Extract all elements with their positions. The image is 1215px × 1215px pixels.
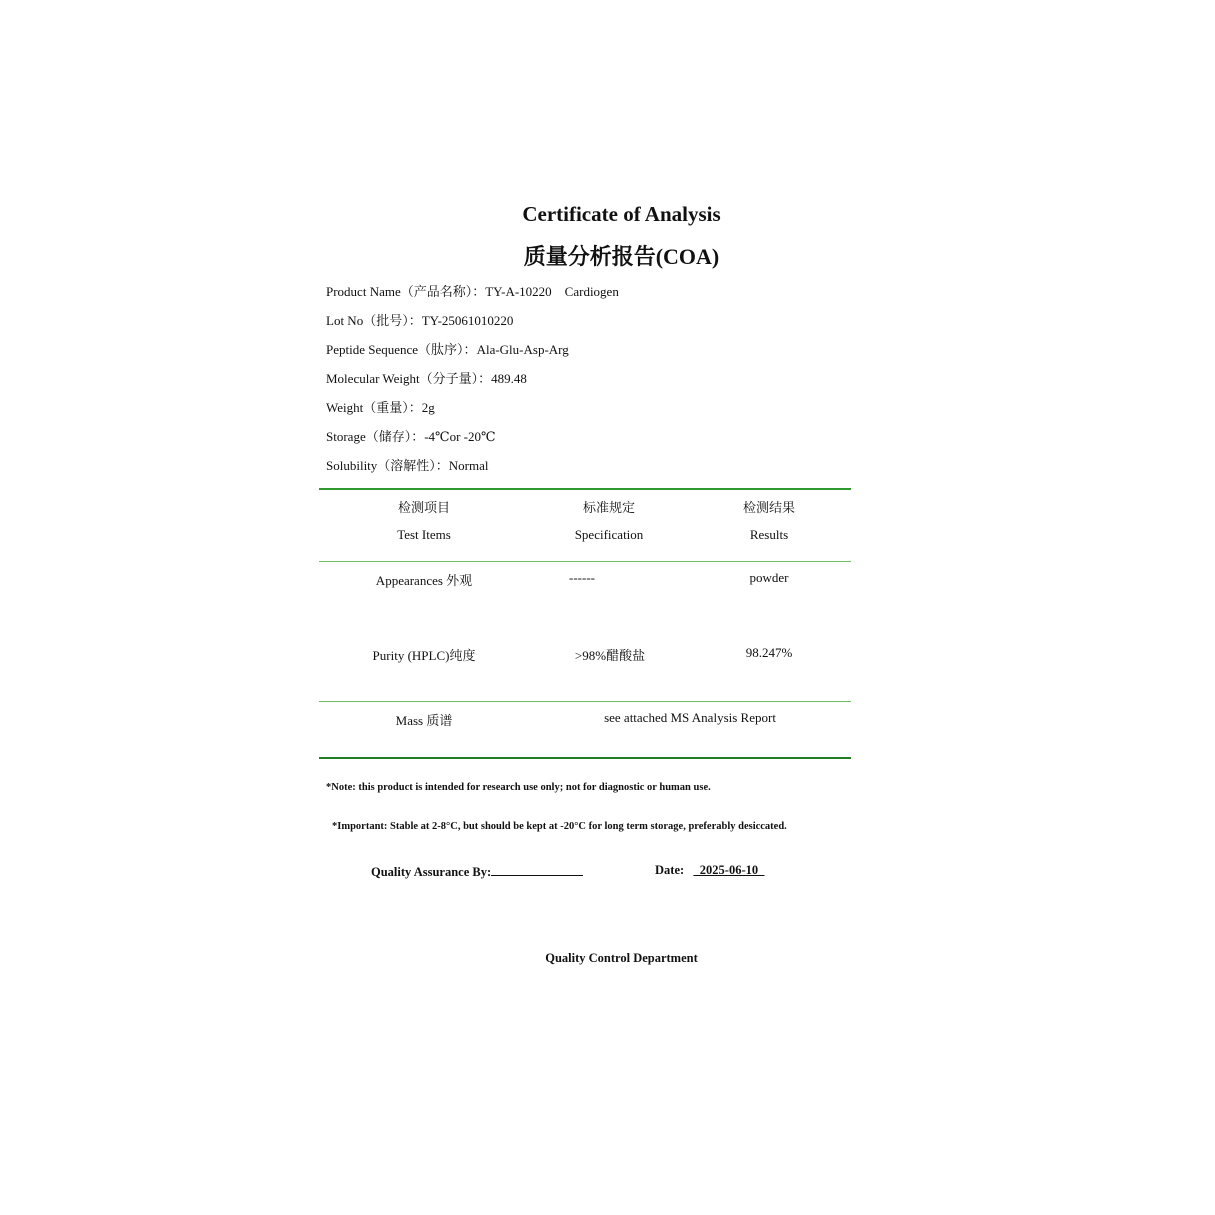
product-name-line bbox=[326, 281, 619, 300]
header-test-items-cn: 检测项目 bbox=[397, 500, 451, 515]
row-appearance-result: powder bbox=[749, 570, 789, 585]
qa-label: Quality Assurance By: bbox=[371, 865, 492, 879]
weight-value: 2g bbox=[421, 400, 435, 415]
qa-signature-blank bbox=[491, 863, 583, 876]
molecular-weight-label: Molecular Weight（分子量）： bbox=[326, 371, 492, 386]
header-test-items-en: Test Items bbox=[397, 527, 451, 542]
date-label: Date: bbox=[655, 863, 685, 877]
page-title-cn: 质量分析报告(COA) bbox=[523, 244, 720, 269]
solubility-line bbox=[326, 455, 489, 474]
header-bottom-rule bbox=[319, 561, 851, 562]
department-footer: Quality Control Department bbox=[545, 951, 698, 965]
row-appearance-item: Appearances 外观 bbox=[375, 573, 473, 588]
peptide-sequence-value: Ala-Glu-Asp-Arg bbox=[476, 342, 569, 357]
header-results-cn: 检测结果 bbox=[742, 500, 796, 515]
molecular-weight-line bbox=[326, 368, 527, 387]
peptide-sequence-line bbox=[326, 339, 569, 358]
date-value: _2025-06-10_ bbox=[693, 863, 765, 877]
page-title-en: Certificate of Analysis bbox=[522, 202, 721, 226]
header-results-en: Results bbox=[749, 527, 789, 542]
lot-no-line bbox=[326, 310, 513, 329]
lot-no-label: Lot No（批号）： bbox=[326, 313, 422, 328]
qa-signature bbox=[371, 863, 583, 880]
weight-label: Weight（重量）： bbox=[326, 400, 422, 415]
storage-line bbox=[326, 426, 496, 445]
row-mass-merged: see attached MS Analysis Report bbox=[604, 710, 776, 725]
row-appearance-spec: ------ bbox=[569, 570, 595, 585]
product-name-value: TY-A-10220 Cardiogen bbox=[485, 284, 619, 299]
date-field bbox=[655, 863, 764, 878]
table-top-rule bbox=[319, 488, 851, 490]
row-mass-item: Mass 质谱 bbox=[395, 713, 453, 728]
research-use-note: *Note: this product is intended for research use only; not for diagnostic or human use. bbox=[326, 782, 711, 793]
weight-line bbox=[326, 397, 435, 416]
storage-important-note: *Important: Stable at 2-8°C, but should be kept at -20°C for long term storage, preferably desiccated. bbox=[332, 821, 787, 832]
header-specification-cn: 标准规定 bbox=[582, 500, 636, 515]
table-bottom-rule bbox=[319, 757, 851, 759]
lot-no-value: TY-25061010220 bbox=[421, 313, 514, 328]
storage-label: Storage（储存）： bbox=[326, 429, 425, 444]
storage-value: -4℃or -20℃ bbox=[424, 429, 496, 444]
solubility-label: Solubility（溶解性）： bbox=[326, 458, 449, 473]
molecular-weight-value: 489.48 bbox=[491, 371, 527, 386]
solubility-value: Normal bbox=[448, 458, 489, 473]
row-purity-result: 98.247% bbox=[745, 645, 793, 660]
header-specification-en: Specification bbox=[574, 527, 644, 542]
row-purity-spec: >98%醋酸盐 bbox=[574, 648, 646, 663]
product-name-label: Product Name（产品名称）： bbox=[326, 284, 486, 299]
purity-bottom-rule bbox=[319, 701, 851, 702]
row-purity-item: Purity (HPLC)纯度 bbox=[372, 648, 476, 663]
peptide-sequence-label: Peptide Sequence（肽序）： bbox=[326, 342, 477, 357]
